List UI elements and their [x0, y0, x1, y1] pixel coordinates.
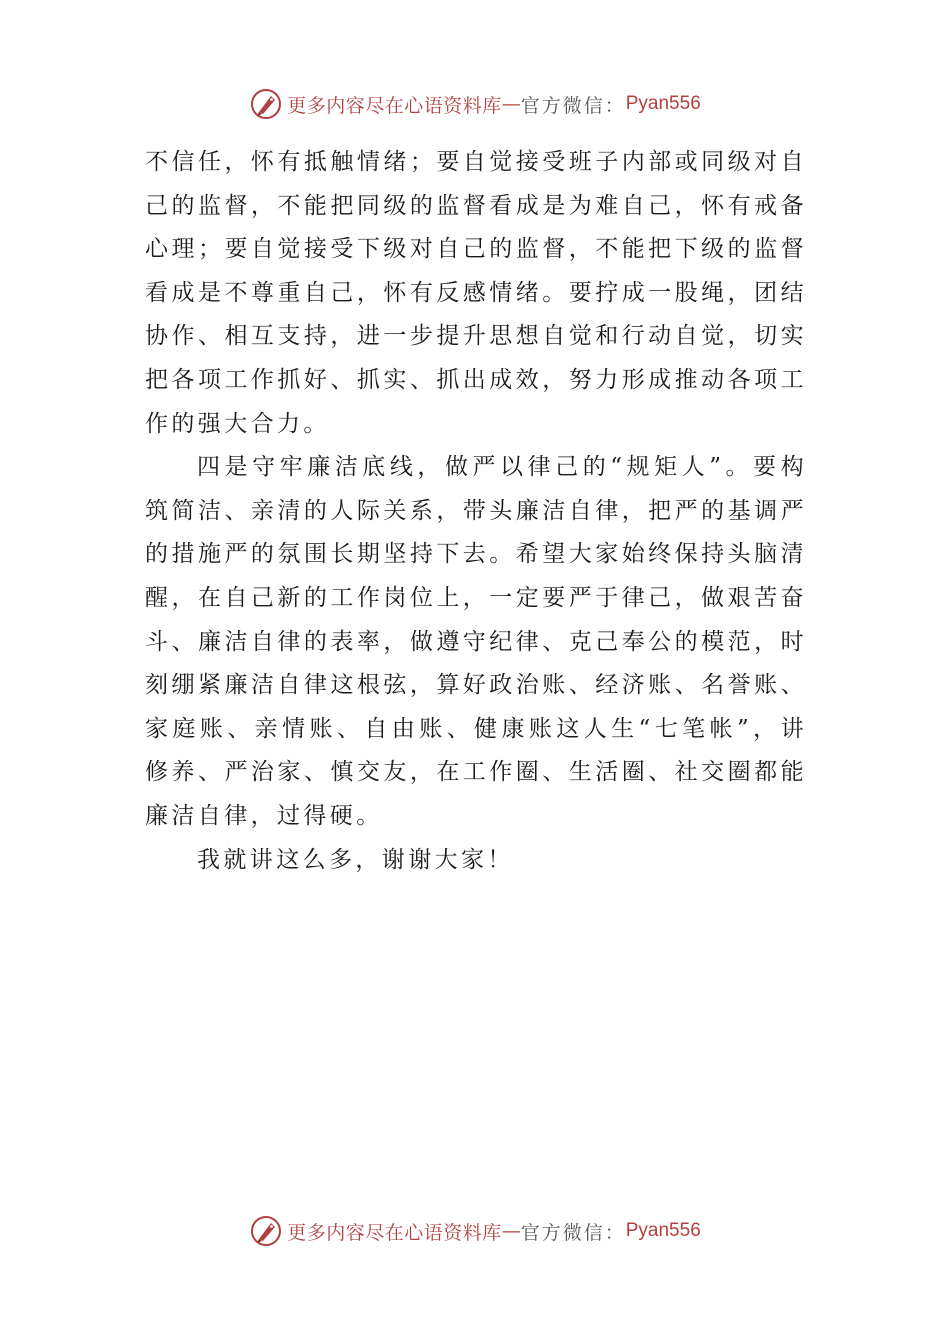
document-body	[145, 141, 807, 882]
footer-wechat-label: 官方微信：	[520, 1221, 626, 1244]
footer-wechat-id: Pyan556	[625, 1220, 701, 1241]
footer-site-text: 更多内容尽在心语资料库	[287, 1221, 502, 1244]
header-separator: —	[501, 93, 521, 115]
body-paragraph-closing: 我就讲这么多，谢谢大家！	[197, 846, 514, 873]
footer-banner	[0, 1211, 950, 1251]
body-paragraph-1: 不信任，怀有抵触情绪；要自觉接受班子内部或同级对自己的监督，不能把同级的监督看成是为难自己，怀有戒备心理；要自觉接受下级对自己的监督，不能把下级的监督看成是不尊重自己，怀有反感情绪。要拧成一股绳，团结协作、相互支持，进一步提升思想自觉和行动自觉，切实把各项工作抓好、抓实、抓出成效，努力形成推动各项工作的强大合力。	[145, 149, 807, 437]
header-wechat-label: 官方微信：	[520, 94, 626, 117]
header-site-text: 更多内容尽在心语资料库	[287, 94, 502, 117]
pen-nib-logo-icon	[249, 1214, 283, 1248]
body-paragraph-2: 四是守牢廉洁底线，做严以律己的“规矩人”。要构筑简洁、亲清的人际关系，带头廉洁自律，把严的基调严的措施严的氛围长期坚持下去。希望大家始终保持头脑清醒，在自己新的工作岗位上，一定要严于律己，做艰苦奋斗、廉洁自律的表率，做遵守纪律、克己奉公的模范，时刻绷紧廉洁自律这根弦，算好政治账、经济账、名誉账、家庭账、亲情账、自由账、健康账这人生“七笔帐”，讲修养、严治家、慎交友，在工作圈、生活圈、社交圈都能廉洁自律，过得硬。	[145, 454, 807, 829]
header-banner	[0, 84, 950, 124]
pen-nib-logo-icon	[249, 87, 283, 121]
footer-separator: —	[501, 1220, 521, 1242]
header-wechat-id: Pyan556	[625, 93, 701, 114]
